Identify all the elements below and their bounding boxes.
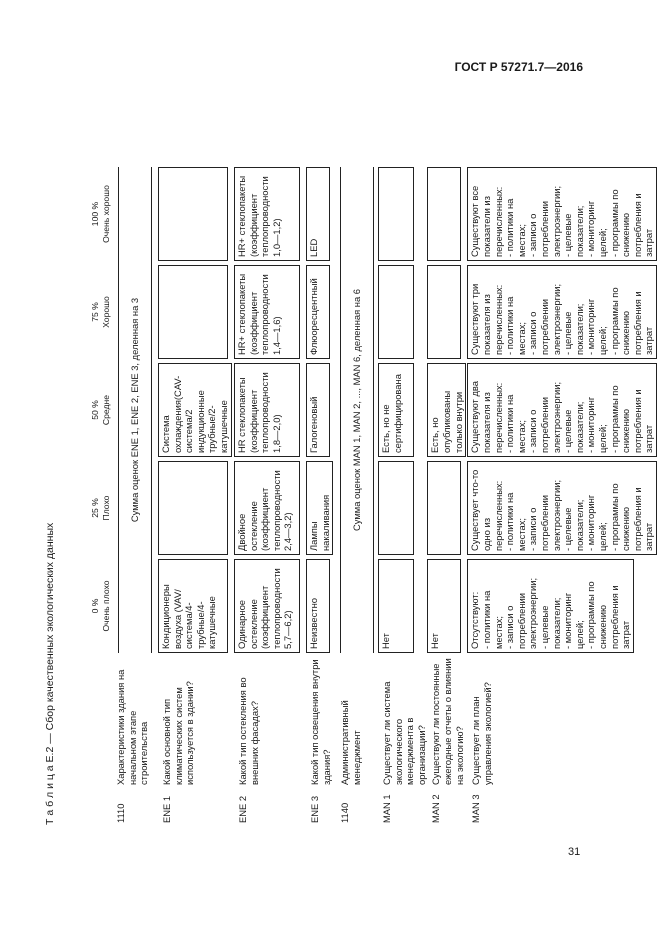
rating-box (427, 265, 461, 359)
rating-box: Нет (427, 559, 461, 653)
scale-label: Средне (101, 394, 111, 426)
rating-cell (467, 557, 657, 655)
rotated-table-block (40, 85, 655, 825)
scale-label: Очень плохо (101, 580, 111, 632)
rating-box: Существуют два показателя из перечисленных: - политики на местах; - записи о потреблении электроэнергии; - целевые показатели; - мониторинг целей; - программы по снижению потребления и затрат (467, 363, 657, 457)
row-question: Какой основной тип климатических систем используется в здании? (161, 681, 196, 785)
rating-box (158, 167, 228, 261)
scale-pct: 75 % (90, 302, 100, 322)
rating-box: Система охлаждения(CAV-система/2 индукционные трубные/2-катушечные (158, 363, 232, 457)
rating-cell (234, 459, 306, 557)
table-row (234, 165, 306, 825)
row-code: MAN 1 (381, 794, 392, 823)
rating-cell (234, 263, 306, 361)
rating-box: Галогеновый (306, 363, 330, 457)
rating-cell (378, 165, 427, 263)
data-table (90, 165, 657, 825)
rating-box: HR+ стеклопакеты (коэффициент теплопроводности 1,0—1,2) (234, 167, 300, 261)
row-code: MAN 2 (430, 794, 442, 823)
scale-header (90, 165, 112, 263)
scale-pct: 50 % (90, 400, 100, 420)
rating-cell (306, 165, 336, 263)
rating-box (427, 461, 461, 555)
rating-box: Есть, но не сертифицирована (378, 363, 414, 457)
table-row (467, 165, 657, 825)
standard-number: ГОСТ Р 57271.7—2016 (454, 60, 583, 74)
row-question: Административный менеджмент (339, 700, 362, 785)
scale-header-row (90, 165, 112, 825)
row-code: ENE 1 (161, 795, 172, 823)
scale-label: Плохо (101, 495, 111, 521)
rating-box (378, 461, 414, 555)
row-code: 1140 (339, 802, 350, 823)
rating-box: Флюоресцентный (306, 265, 330, 359)
scale-header (90, 263, 112, 361)
rating-cell (467, 459, 657, 557)
table-row (427, 165, 467, 825)
rating-box: Неизвестно (306, 559, 330, 653)
rating-box: Одинарное остекление (коэффициент теплопроводности 5,7—6,2) (234, 559, 300, 653)
table-caption: Т а б л и ц а Е.2 — Сбор качественных экологических данных (44, 522, 56, 825)
scale-header (90, 557, 112, 655)
table-row (112, 165, 158, 825)
table-row (306, 165, 336, 825)
table-row (158, 165, 234, 825)
rating-box (378, 265, 414, 359)
sum-cell (112, 165, 158, 655)
page-number: 31 (568, 846, 581, 858)
rating-box (378, 167, 414, 261)
rating-cell (378, 361, 427, 459)
empty-header (90, 655, 112, 787)
rating-box: LED (306, 167, 330, 261)
sum-text: Сумма оценок ENE 1, ENE 2, ENE 3, деленная на 3 (118, 167, 152, 653)
rating-cell (306, 361, 336, 459)
rating-cell (158, 459, 234, 557)
scale-header (90, 361, 112, 459)
table-row (378, 165, 427, 825)
rating-box: Двойное остекление (коэффициент теплопроводности 2,4—3,2) (234, 461, 300, 555)
rating-cell (467, 361, 657, 459)
rating-box: Лампы накаливания (306, 461, 333, 555)
empty-header (90, 787, 112, 825)
rating-box: Существуют три показателя из перечисленных: - политики на местах; - записи о потреблении электроэнергии; - целевые показатели; - мониторинг целей; - программы по снижению потребления и затрат (467, 265, 657, 359)
rating-cell (378, 459, 427, 557)
row-question: Характеристики здания на начальном этапе строительства (115, 669, 150, 785)
rating-box: Отсутствуют: - политики на местах; - записи о потреблении электроэнергии; - целевые показатели; - мониторинг целей; - программы по снижению потребления и затрат (467, 559, 633, 653)
rating-cell (427, 263, 467, 361)
rating-cell (234, 165, 306, 263)
rating-cell (427, 557, 467, 655)
rating-cell (378, 557, 427, 655)
row-code: ENE 3 (309, 795, 320, 823)
rating-box: HR+ стеклопакеты (коэффициент теплопроводности 1,4—1,6) (234, 265, 300, 359)
rating-box: Нет (378, 559, 414, 653)
rating-box: Кондиционеры воздуха (VAV/система/4-трубные/4-катушечные (158, 559, 228, 653)
sum-cell (336, 165, 378, 655)
rating-cell (427, 459, 467, 557)
rating-cell (234, 361, 306, 459)
rating-box: Есть, но опубликованы только внутри (427, 363, 466, 457)
rating-cell (306, 459, 336, 557)
rating-box (158, 461, 228, 555)
row-question: Существует ли план управления экологией? (470, 682, 493, 785)
row-question: Существует ли система экологического менеджмента в организации? (381, 681, 427, 785)
rating-box: Существуют все показатели из перечисленных: - политики на местах; - записи о потреблении электроэнергии; - целевые показатели; - мониторинг целей; - программы по снижению потребления и затрат (467, 167, 657, 261)
rating-cell (158, 165, 234, 263)
row-code: MAN 3 (470, 794, 482, 823)
scale-label: Хорошо (101, 296, 111, 328)
sum-text: Сумма оценок MAN 1, MAN 2, ..., MAN 6, деленная на 6 (340, 167, 374, 653)
rating-cell (158, 361, 234, 459)
row-code: 1110 (115, 803, 126, 823)
table-row (336, 165, 378, 825)
scale-pct: 100 % (90, 201, 100, 227)
row-question: Какой тип остекления во внешних фасадах? (237, 677, 260, 785)
rating-cell (427, 165, 467, 263)
rating-cell (467, 165, 657, 263)
row-question: Какой тип освещения внутри здания? (309, 659, 332, 785)
rating-box: Существует что-то одно из перечисленных: - политики на местах; - записи о потреблении электроэнергии; - целевые показатели; - мониторинг целей; - программы по снижению потребления и затрат (467, 461, 657, 555)
rating-cell (234, 557, 306, 655)
rating-box: HR стеклопакеты (коэффициент теплопроводности 1,8—2,0) (234, 363, 300, 457)
scale-pct: 25 % (90, 498, 100, 518)
rating-box (427, 167, 461, 261)
rating-cell (467, 263, 657, 361)
row-code: ENE 2 (237, 795, 248, 823)
rating-cell (427, 361, 467, 459)
rating-box (158, 265, 228, 359)
rating-cell (158, 263, 234, 361)
scale-header (90, 459, 112, 557)
row-question: Существуют ли постоянные ежегодные отчеты о влиянии на экологию? (430, 658, 465, 785)
rating-cell (158, 557, 234, 655)
scale-label: Очень хорошо (101, 185, 111, 243)
rating-cell (306, 557, 336, 655)
rating-cell (378, 263, 427, 361)
rating-cell (306, 263, 336, 361)
scale-pct: 0 % (90, 598, 100, 614)
